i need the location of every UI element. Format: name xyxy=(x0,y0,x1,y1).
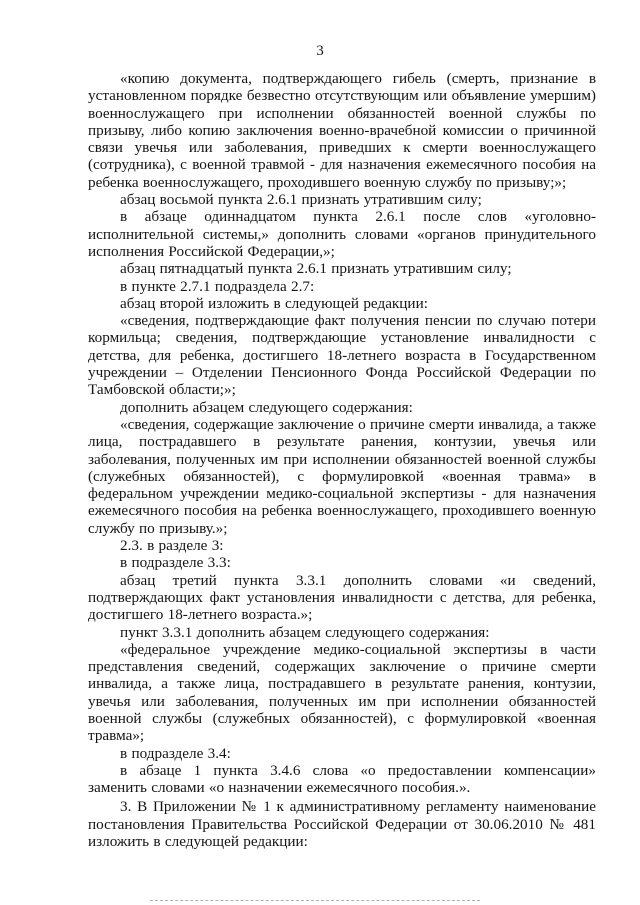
paragraph: абзац восьмой пункта 2.6.1 признать утратившим силу; xyxy=(120,191,482,209)
paragraph: абзац третий пункта 3.3.1 дополнить словами «и сведений, подтверждающих факт установления инвалидности с детства, для ребенка, достигшего 18-летнего возраста.»; xyxy=(88,571,596,624)
paragraph: в подразделе 3.4: xyxy=(120,744,231,762)
paragraph: пункт 3.3.1 дополнить абзацем следующего содержания: xyxy=(120,623,490,641)
paragraph: в пункте 2.7.1 подраздела 2.7: xyxy=(120,277,315,295)
page-number: 3 xyxy=(316,43,324,59)
paragraph: «сведения, подтверждающие факт получения пенсии по случаю потери кормильца; сведения, подтверждающие установление инвалидности с детства, для ребенка, достигшего 18-летнего возраста в Государственном учреждении – Отделении Пенсионного Фонда Российской Федерации по Тамбовской области;»; xyxy=(88,312,596,399)
paragraph: «сведения, содержащие заключение о причине смерти инвалида, а также лица, пострадавшего в результате ранения, контузии, увечья или заболевания, полученных им при исполнении обязанностей военной службы (служебных обязанностей), с формулировкой «военная травма» в федеральном учреждении медико-социальной экспертизы - для назначения ежемесячного пособия на ребенка военнослужащего, проходившего военную службу по призыву.»; xyxy=(88,415,596,537)
paragraph: 2.3. в разделе 3: xyxy=(120,537,224,555)
paragraph: абзац пятнадцатый пункта 2.6.1 признать утратившим силу; xyxy=(120,260,512,278)
paragraph: в абзаце одиннадцатом пункта 2.6.1 после слов «уголовно-исполнительной системы,» дополнить словами «органов принудительного исполнения Российской Федерации,»; xyxy=(88,208,596,260)
paragraph: «копию документа, подтверждающего гибель (смерть, признание в установленном порядке безвестно отсутствующим или объявление умершим) военнослужащего при исполнении обязанностей военной службы по призыву, либо копию заключения военно-врачебной комиссии о причинной связи увечья или заболевания, приведших к смерти военнослужащего (сотрудника), с военной травмой - для назначения ежемесячного пособия на ребенка военнослужащего, проходившего военную службу по призыву;»; xyxy=(88,70,596,191)
paragraph: абзац второй изложить в следующей редакции: xyxy=(120,294,428,312)
scan-edge-artifact xyxy=(150,900,480,902)
paragraph: 3. В Приложении № 1 к административному регламенту наименование постановления Правительства Российской Федерации от 30.06.2010 № 481 изложить в следующей редакции: xyxy=(88,798,596,851)
paragraph: в абзаце 1 пункта 3.4.6 слова «о предоставлении компенсации» заменить словами «о назначении ежемесячного пособия.». xyxy=(88,761,596,797)
document-body xyxy=(88,70,596,850)
paragraph: «федеральное учреждение медико-социальной экспертизы в части представления сведений, содержащих заключение о причине смерти инвалида, а также лица, пострадавшего в результате ранения, контузии, увечья или заболевания, полученных им при исполнении обязанностей военной службы (служебных обязанностей), с формулировкой «военная травма»; xyxy=(88,640,596,745)
paragraph: дополнить абзацем следующего содержания: xyxy=(120,398,413,416)
paragraph: в подразделе 3.3: xyxy=(120,554,231,572)
